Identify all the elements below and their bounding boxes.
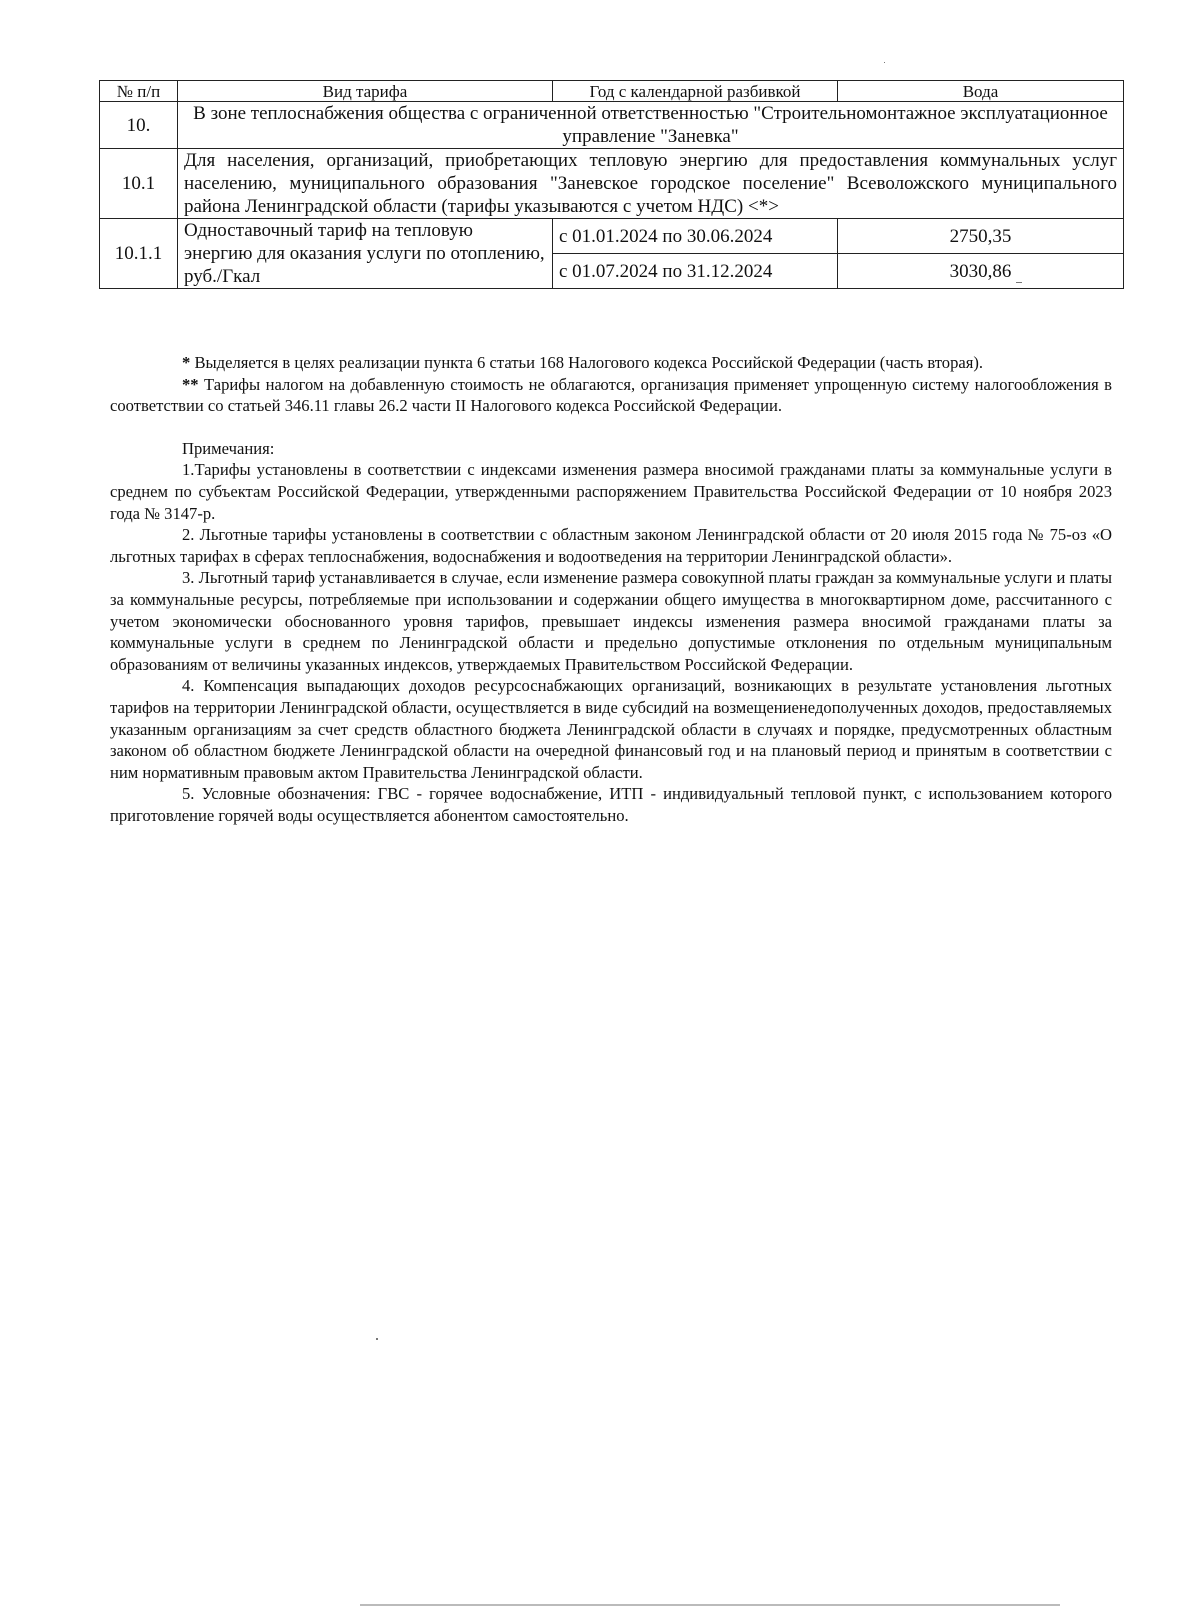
row-tariff-kind: Одноставочный тариф на тепловую энергию для оказания услуги по отоплению, руб./Гкал bbox=[178, 219, 553, 289]
row-group-text: Для населения, организаций, приобретающих тепловую энергию для предоставления коммунальных услуг населению, муниципального образования "Заневское городское поселение" Всеволожского муниципального района Ленинградской области (тарифы указываются с учетом НДС) <*> bbox=[178, 149, 1124, 219]
row-group-number: 10.1 bbox=[100, 149, 178, 219]
table-header-row bbox=[100, 81, 1124, 102]
footnote-2-mark: ** bbox=[182, 374, 199, 394]
row-zone-number: 10. bbox=[100, 102, 178, 149]
note-item-5: 5. Условные обозначения: ГВС - горячее водоснабжение, ИТП - индивидуальный тепловой пункт, с использованием которого приготовление горячей воды осуществляется абонентом самостоятельно. bbox=[110, 784, 1112, 825]
footnote-1-text: Выделяется в целях реализации пункта 6 статьи 168 Налогового кодекса Российской Федерации (часть вторая). bbox=[190, 353, 984, 372]
tariff-period-2: с 01.07.2024 по 31.12.2024 bbox=[553, 254, 838, 289]
header-number: № п/п bbox=[100, 81, 178, 102]
footnote-2 bbox=[110, 374, 1112, 417]
footnote-1-mark: * bbox=[182, 353, 191, 372]
tariff-period-1: с 01.01.2024 по 30.06.2024 bbox=[553, 219, 838, 254]
header-period: Год с календарной разбивкой bbox=[553, 81, 838, 102]
header-tariff-kind: Вид тарифа bbox=[178, 81, 553, 102]
footnote-1 bbox=[110, 352, 1112, 374]
note-item-1: 1.Тарифы установлены в соответствии с индексами изменения размера вносимой гражданами платы за коммунальные услуги в среднем по субъектам Российской Федерации, утвержденными распоряжением Правительства Российской Федерации от 10 ноября 2023 года № 3147-р. bbox=[110, 460, 1112, 523]
scan-speck bbox=[376, 1338, 378, 1340]
table-row-group bbox=[100, 149, 1124, 219]
row-zone-text: В зоне теплоснабжения общества с ограниченной ответственностью "Строительномонтажное эксплуатационное управление "Заневка" bbox=[178, 102, 1124, 149]
tariff-value-1: 2750,35 bbox=[838, 219, 1124, 254]
scan-speck bbox=[1016, 282, 1022, 283]
note-item-2: 2. Льготные тарифы установлены в соответствии с областным законом Ленинградской области от 20 июля 2015 года № 75-оз «О льготных тарифах в сферах теплоснабжения, водоснабжения и водоотведения на территории Ленинградской области». bbox=[110, 525, 1112, 566]
row-tariff-number: 10.1.1 bbox=[100, 219, 178, 289]
table-row-zone bbox=[100, 102, 1124, 149]
scan-bottom-edge bbox=[360, 1604, 1060, 1606]
header-water: Вода bbox=[838, 81, 1124, 102]
notes-heading: Примечания: bbox=[182, 438, 275, 458]
tariff-table bbox=[99, 80, 1124, 289]
footnote-2-text: Тарифы налогом на добавленную стоимость не облагаются, организация применяет упрощенную систему налогообложения в соответствии со статьей 346.11 главы 26.2 части II Налогового кодекса Российской Федерации. bbox=[110, 374, 1112, 416]
scan-speck bbox=[884, 62, 885, 63]
tariff-value-2: 3030,86 bbox=[838, 254, 1124, 289]
notes-section bbox=[110, 352, 1112, 826]
table-row-tariff bbox=[100, 219, 1124, 254]
spacer bbox=[110, 417, 1112, 438]
note-item-4: 4. Компенсация выпадающих доходов ресурсоснабжающих организаций, возникающих в результате установления льготных тарифов на территории Ленинградской области, осуществляется в виде субсидий на возмещениенедополученных доходов, предоставляемых указанным организациям за счет средств областного бюджета Ленинградской области в случаях и порядке, предусмотренных областным законом об областном бюджете Ленинградской области на очередной финансовый год и на плановый период и принятым в соответствии с ним нормативным правовым актом Правительства Ленинградской области. bbox=[110, 676, 1112, 782]
note-item-3: 3. Льготный тариф устанавливается в случае, если изменение размера совокупной платы граждан за коммунальные услуги и платы за коммунальные ресурсы, потребляемые при использовании и содержании общего имущества в многоквартирном доме, рассчитанного с учетом экономически обоснованного уровня тарифов, превышает индексы изменения размера вносимой гражданами платы за коммунальные услуги в среднем по Ленинградской области и предельно допустимые отклонения по отдельным муниципальным образованиям от величины указанных индексов, утверждаемых Правительством Российской Федерации. bbox=[110, 568, 1112, 674]
